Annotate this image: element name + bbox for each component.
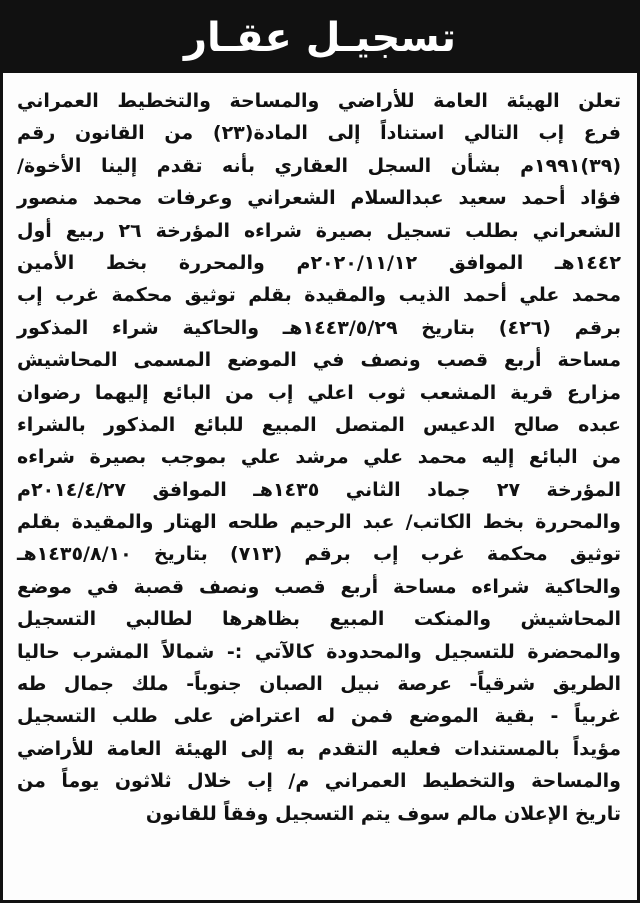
notice-line: ١٤٤٢هـ الموافق ٢٠٢٠/١١/١٢م والمحررة بخط الأمين bbox=[17, 251, 621, 274]
notice-line: فرع إب التالي استناداً إلى المادة(٢٣) من القانون رقم bbox=[17, 122, 621, 145]
notice-line: مزارع قرية المشعب ثوب اعلي إب من البائع إليهما رضوان bbox=[17, 381, 621, 404]
notice-line: من البائع إليه محمد علي مرشد علي بموجب بصيرة شراءه bbox=[17, 446, 621, 469]
notice-line: المحاشيش والمنكت المبيع بظاهرها لطالبي التسجيل bbox=[17, 608, 621, 631]
notice-line: والحاكية شراءه مساحة أربع قصب ونصف قصبة في موضع bbox=[17, 575, 621, 598]
notice-line: الشعراني بطلب تسجيل بصيرة شراءه المؤرخة ٢٦ ربيع أول bbox=[17, 219, 621, 242]
notice-line: تعلن الهيئة العامة للأراضي والمساحة والتخطيط العمراني bbox=[17, 90, 621, 112]
notice-body bbox=[3, 85, 637, 830]
notice-line: محمد علي أحمد الذيب والمقيدة بقلم توثيق محكمة غرب إب bbox=[17, 284, 621, 307]
notice-line: فؤاد أحمد سعيد عبدالسلام الشعراني وعرفات محمد منصور bbox=[17, 187, 621, 210]
notice-line: تاريخ الإعلان مالم سوف يتم التسجيل وفقاً للقانون bbox=[145, 802, 621, 825]
notice-line: والمحررة بخط الكاتب/ عبد الرحيم طلحه الهتار والمقيدة بقلم bbox=[17, 511, 621, 534]
notice-line: عبده صالح الدعيس المتصل المبيع للبائع المذكور بالشراء bbox=[17, 413, 621, 436]
notice-line: (٣٩)١٩٩١م بشأن السجل العقاري بأنه تقدم إلينا الأخوة/ bbox=[17, 154, 621, 177]
notice-line: برقم (٤٢٦) بتاريخ ١٤٤٣/٥/٢٩هـ والحاكية شراء المذكور bbox=[17, 316, 622, 339]
notice-line: مساحة أربع قصب ونصف في الموضع المسمى المحاشيش bbox=[17, 349, 621, 372]
notice-title-bar bbox=[3, 3, 637, 73]
notice-line: المؤرخة ٢٧ جماد الثاني ١٤٣٥هـ الموافق ٢٠١٤/٤/٢٧م bbox=[17, 478, 621, 501]
notice-line: توثيق محكمة غرب إب برقم (٧١٣) بتاريخ ١٤٣٥/٨/١٠هـ bbox=[17, 543, 621, 566]
notice-line: والمساحة والتخطيط العمراني م/ إب خلال ثلاثون يوماً من bbox=[17, 770, 621, 793]
notice-line: مؤيداً بالمستندات فعليه التقدم به إلى الهيئة العامة للأراضي bbox=[17, 737, 621, 760]
notice-line: الطريق شرقياً- عرصة نبيل الصبان جنوباً- ملك جمال طه bbox=[17, 673, 621, 696]
notice-title: تسجيـل عقـار bbox=[183, 15, 456, 61]
notice-line: غربياً - بقية الموضع فمن له اعتراض على طلب التسجيل bbox=[17, 705, 621, 728]
notice-line: والمحضرة للتسجيل والمحدودة كالآتي :- شمالاً المشرب حاليا bbox=[17, 640, 621, 663]
